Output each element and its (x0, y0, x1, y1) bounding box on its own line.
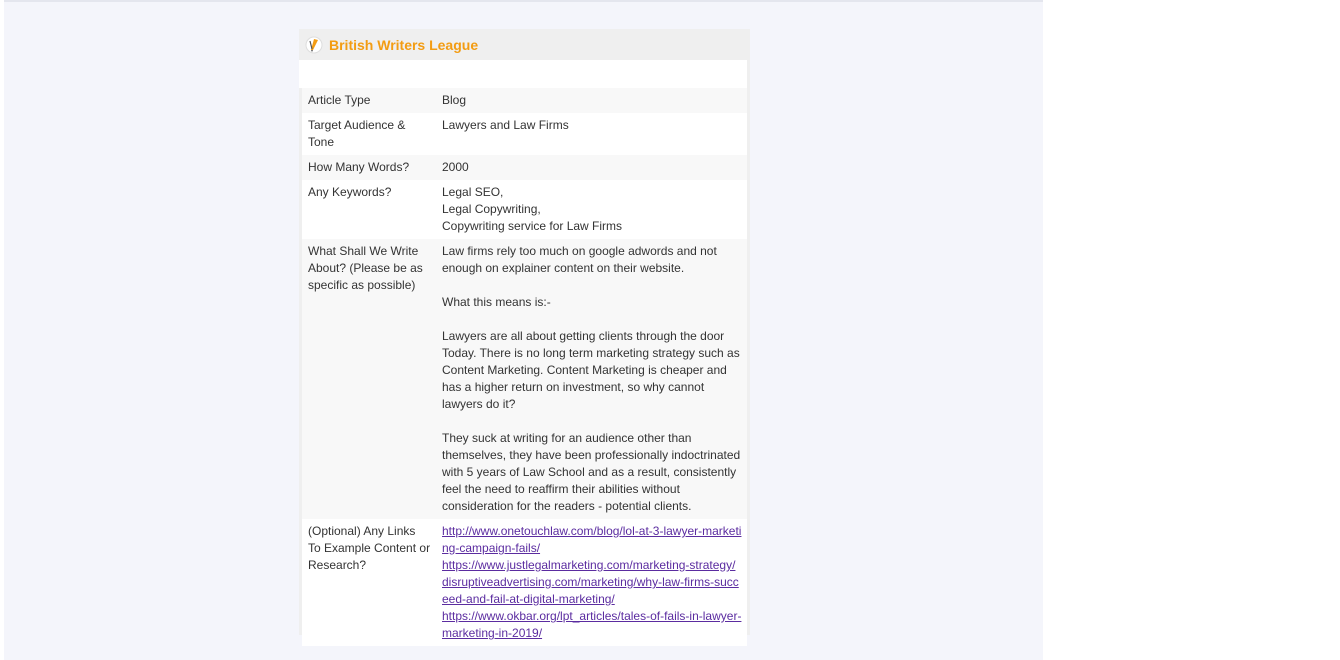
example-link[interactable]: https://www.justlegalmarketing.com/marketing-strategy/disruptiveadvertising.com/marketing/why-law-firms-succeed-and-fail-at-digital-marketing/ (442, 558, 739, 606)
quill-pen-icon (305, 36, 323, 54)
topic-paragraph: Lawyers are all about getting clients through the door Today. There is no long term marketing strategy such as Content Marketing. Content Marketing is cheaper and has a higher return on investment, so why cannot lawyers do it? (442, 329, 740, 411)
topic-paragraph: They suck at writing for an audience other than themselves, they have been professionally indoctrinated with 5 years of Law School and as a result, consistently feel the need to reaffirm their abilities without consideration for the readers - potential clients. (442, 431, 741, 513)
row-label: (Optional) Any Links To Example Content or Research? (302, 519, 436, 646)
table-row (302, 239, 747, 519)
example-link[interactable]: https://www.okbar.org/lpt_articles/tales-of-fails-in-lawyer-marketing-in-2019/ (442, 609, 742, 640)
keywords-value (436, 180, 747, 239)
row-label: Article Type (302, 88, 436, 113)
table-row (302, 155, 747, 180)
row-value: 2000 (436, 155, 747, 180)
keyword-line: Legal Copywriting, (442, 202, 541, 216)
keyword-line: Legal SEO, (442, 185, 504, 199)
table-row (302, 519, 747, 646)
order-brief-card (299, 29, 750, 640)
topic-paragraph: Law firms rely too much on google adwords and not enough on explainer content on their website. (442, 244, 717, 275)
row-label: What Shall We Write About? (Please be as specific as possible) (302, 239, 436, 519)
links-value (436, 519, 747, 646)
row-label: Target Audience & Tone (302, 113, 436, 155)
brand-name: British Writers League (329, 36, 479, 53)
topic-paragraph: What this means is:- (442, 295, 551, 309)
topic-value (436, 239, 747, 519)
row-value: Lawyers and Law Firms (436, 113, 747, 155)
row-label: Any Keywords? (302, 180, 436, 239)
row-label: How Many Words? (302, 155, 436, 180)
row-value: Blog (436, 88, 747, 113)
brief-table (302, 88, 747, 646)
table-row (302, 88, 747, 113)
table-row (302, 113, 747, 155)
keyword-line: Copywriting service for Law Firms (442, 219, 623, 233)
card-header (299, 29, 750, 60)
table-row (302, 180, 747, 239)
header-spacer (299, 60, 747, 88)
example-link[interactable]: http://www.onetouchlaw.com/blog/lol-at-3-lawyer-marketing-campaign-fails/ (442, 524, 742, 555)
